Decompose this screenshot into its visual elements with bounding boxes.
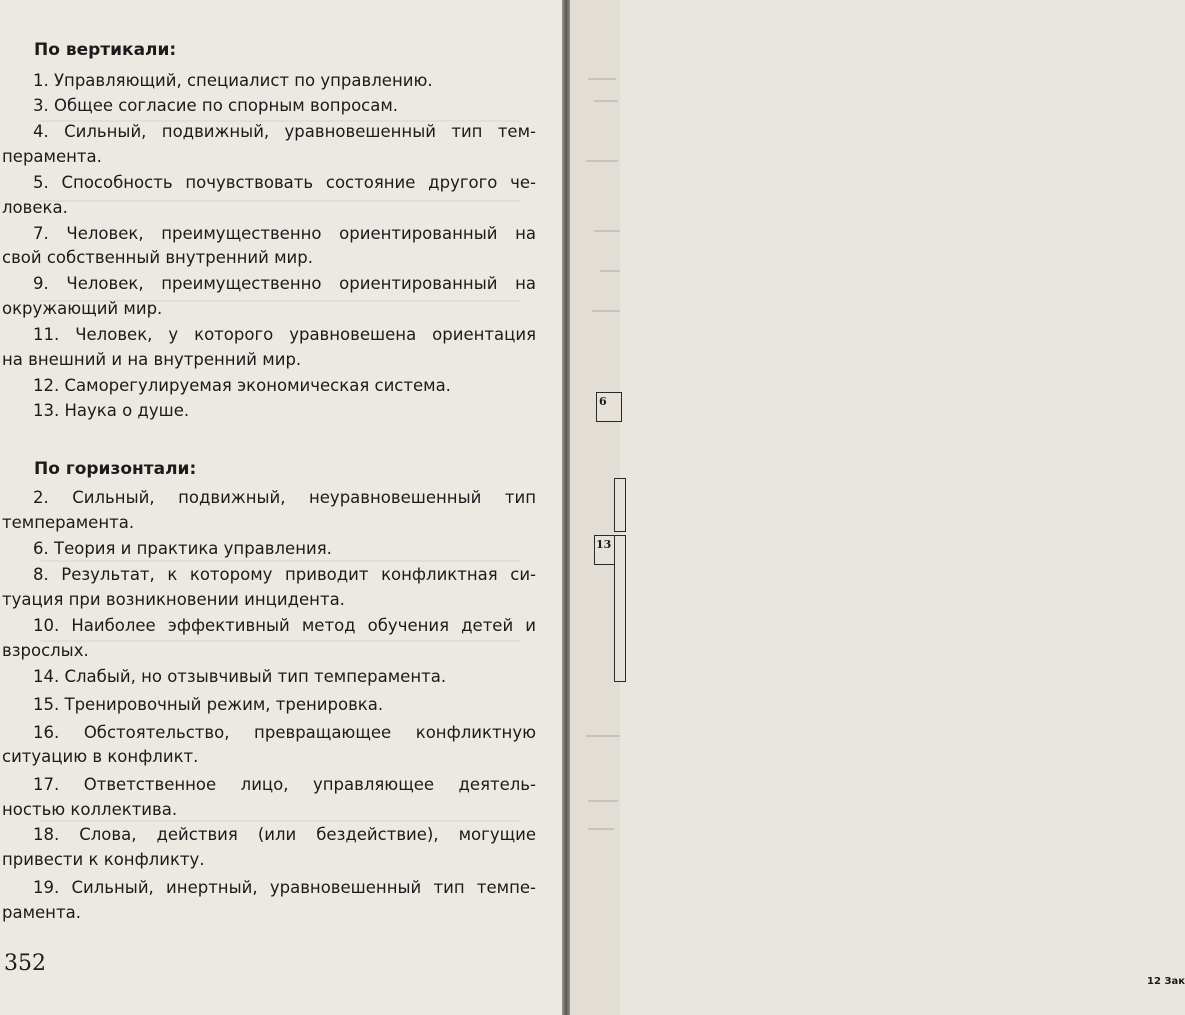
- clue-line: перамента.: [2, 147, 102, 166]
- clue-line: 17. Ответственное лицо, управляющее деятель-: [33, 775, 536, 794]
- clue-line: 11. Человек, у которого уравновешена ориентация: [33, 325, 536, 344]
- clue-line: свой собственный внутренний мир.: [2, 248, 314, 267]
- clue-line: окружающий мир.: [2, 299, 163, 318]
- clue-line: темперамента.: [2, 513, 135, 532]
- book-gutter: [562, 0, 570, 1015]
- clue-line: 5. Способность почувствовать состояние другого че-: [33, 173, 536, 192]
- crossword-cell: [614, 478, 626, 532]
- clue-line: на внешний и на внутренний мир.: [2, 350, 302, 369]
- clue-line: 8. Результат, к которому приводит конфликтная си-: [33, 565, 536, 584]
- crossword-cell: [614, 535, 626, 682]
- clue-line: 10. Наиболее эффективный метод обучения детей и: [33, 616, 536, 635]
- clue-line: 9. Человек, преимущественно ориентированный на: [33, 274, 536, 293]
- footer-signature: 12 Зак: [1147, 976, 1185, 987]
- horizontal-heading: По горизонтали:: [34, 459, 197, 479]
- clue-line: 16. Обстоятельство, превращающее конфликтную: [33, 723, 536, 742]
- book-page: [0, 0, 562, 1015]
- clue-line: 13. Наука о душе.: [33, 401, 190, 420]
- clue-line: рамента.: [2, 903, 81, 922]
- clue-line: 4. Сильный, подвижный, уравновешенный тип тем-: [33, 122, 536, 141]
- clue-line: ловека.: [2, 198, 68, 217]
- clue-line: 14. Слабый, но отзывчивый тип темперамента.: [33, 667, 447, 686]
- clue-line: 2. Сильный, подвижный, неуравновешенный тип: [33, 488, 536, 507]
- clue-line: 19. Сильный, инертный, уравновешенный тип темпе-: [33, 878, 536, 897]
- clue-line: ситуацию в конфликт.: [2, 747, 199, 766]
- clue-line: 1. Управляющий, специалист по управлению.: [33, 71, 433, 90]
- page-number: 352: [4, 951, 46, 976]
- clue-line: 12. Саморегулируемая экономическая система.: [33, 376, 451, 395]
- cell-number: 13: [596, 538, 612, 551]
- clue-line: ностью коллектива.: [2, 800, 178, 819]
- crossword-cell: [596, 392, 622, 422]
- next-page-strip: [570, 0, 1185, 1015]
- cell-number: 6: [599, 395, 607, 408]
- clue-line: 3. Общее согласие по спорным вопросам.: [33, 96, 399, 115]
- clue-line: туация при возникновении инцидента.: [2, 590, 345, 609]
- clue-line: 6. Теория и практика управления.: [33, 539, 332, 558]
- clue-line: 7. Человек, преимущественно ориентированный на: [33, 224, 536, 243]
- clue-line: 15. Тренировочный режим, тренировка.: [33, 695, 384, 714]
- clue-line: 18. Слова, действия (или бездействие), могущие: [33, 825, 536, 844]
- vertical-heading: По вертикали:: [34, 40, 177, 60]
- clue-line: привести к конфликту.: [2, 850, 205, 869]
- clue-line: взрослых.: [2, 641, 89, 660]
